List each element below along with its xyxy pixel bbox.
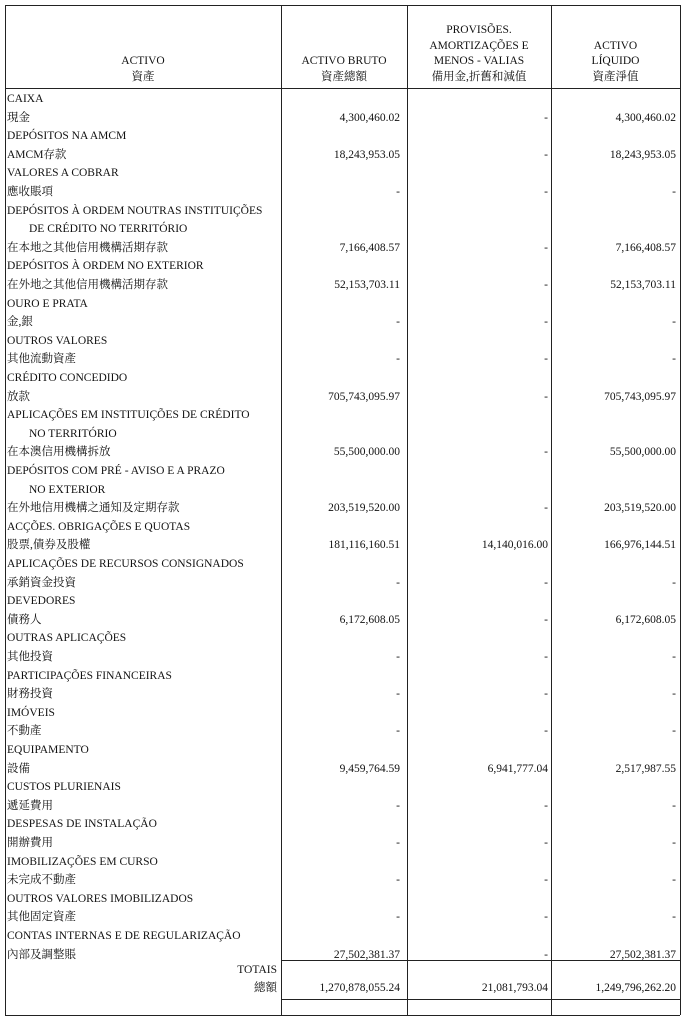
row-label: 金,銀 bbox=[7, 316, 33, 329]
row-activo-liquido: 55,500,000.00 bbox=[609, 446, 676, 459]
row-activo-bruto: - bbox=[396, 725, 400, 738]
row-label: EQUIPAMENTO bbox=[7, 744, 89, 756]
table-row bbox=[5, 127, 680, 146]
totals-divider bbox=[281, 960, 680, 961]
row-activo-bruto: 52,153,703.11 bbox=[334, 279, 400, 291]
totals-row-label bbox=[5, 961, 680, 980]
row-provisoes: 6,941,777.04 bbox=[487, 762, 548, 775]
row-label: CRÉDITO CONCEDIDO bbox=[7, 372, 128, 384]
header-activo-liquido bbox=[551, 5, 680, 89]
row-activo-bruto: - bbox=[396, 911, 400, 924]
header-provisoes bbox=[407, 5, 551, 89]
row-activo-liquido: - bbox=[672, 316, 676, 329]
table-row bbox=[5, 183, 680, 202]
header-activo-bruto bbox=[281, 5, 407, 89]
row-label: OUTROS VALORES bbox=[7, 334, 108, 347]
row-label: DEPÓSITOS COM PRÉ - AVISO E A PRAZO bbox=[7, 465, 225, 477]
row-provisoes: - bbox=[544, 241, 548, 254]
table-row bbox=[5, 164, 680, 183]
table-row bbox=[5, 443, 680, 462]
row-provisoes: - bbox=[544, 725, 548, 738]
row-label: CONTAS INTERNAS E DE REGULARIZAÇÃO bbox=[7, 930, 241, 942]
column-divider-3 bbox=[551, 5, 552, 1015]
row-activo-bruto: 18,243,953.05 bbox=[333, 148, 400, 161]
row-label: PARTICIPAÇÕES FINANCEIRAS bbox=[7, 669, 172, 682]
table-row bbox=[5, 815, 680, 834]
row-activo-liquido: 6,172,608.05 bbox=[615, 613, 676, 626]
header-prov-line3: MENOS - VALIAS bbox=[433, 55, 525, 67]
table-row bbox=[5, 406, 680, 425]
row-label: 內部及調整賬 bbox=[7, 948, 76, 961]
row-provisoes: - bbox=[544, 613, 548, 626]
table-row bbox=[5, 592, 680, 611]
row-provisoes: - bbox=[544, 799, 548, 812]
header-activo bbox=[5, 5, 281, 89]
row-activo-bruto: 27,502,381.37 bbox=[333, 948, 400, 961]
border-right bbox=[680, 5, 681, 1015]
totals-label-cn: 總額 bbox=[254, 982, 277, 994]
border-bottom bbox=[5, 1015, 680, 1016]
row-activo-liquido: 52,153,703.11 bbox=[610, 279, 676, 291]
table-row bbox=[5, 611, 680, 630]
row-label: 應收賬項 bbox=[7, 186, 53, 198]
row-label: DEVEDORES bbox=[7, 595, 76, 608]
row-provisoes: - bbox=[544, 651, 548, 663]
header-activo-cn: 資產 bbox=[131, 70, 155, 83]
row-provisoes: - bbox=[544, 390, 548, 403]
row-provisoes: - bbox=[544, 688, 548, 701]
row-label: CAIXA bbox=[7, 93, 44, 105]
row-label: 在本地之其他信用機構活期存款 bbox=[7, 241, 168, 254]
row-activo-bruto: 705,743,095.97 bbox=[328, 390, 400, 403]
table-row bbox=[5, 667, 680, 686]
row-activo-bruto: - bbox=[396, 316, 400, 329]
table-row bbox=[5, 369, 680, 388]
row-activo-liquido: - bbox=[672, 576, 676, 589]
header-bruto-cn: 資產總額 bbox=[321, 70, 367, 83]
row-activo-bruto: 9,459,764.59 bbox=[339, 762, 400, 775]
header-prov-line1: PROVISÕES. bbox=[446, 24, 512, 36]
row-label: 放款 bbox=[7, 390, 30, 403]
row-label: VALORES A COBRAR bbox=[7, 167, 119, 180]
row-label: 開辦費用 bbox=[7, 837, 53, 849]
table-row bbox=[5, 462, 680, 481]
row-label: 現金 bbox=[7, 111, 30, 124]
totals-row bbox=[5, 979, 680, 998]
row-activo-liquido: - bbox=[672, 911, 676, 924]
totals-label: TOTAIS bbox=[237, 964, 277, 976]
header-liquido-cn: 資產淨值 bbox=[592, 70, 639, 83]
row-label: AMCM存款 bbox=[7, 148, 67, 161]
table-row bbox=[5, 853, 680, 872]
row-activo-bruto: - bbox=[396, 837, 400, 849]
row-activo-bruto: - bbox=[396, 186, 400, 198]
row-activo-liquido: - bbox=[672, 186, 676, 198]
row-label: NO EXTERIOR bbox=[29, 483, 106, 496]
totals-underline bbox=[281, 999, 680, 1000]
row-activo-liquido: 2,517,987.55 bbox=[615, 762, 676, 775]
row-label: OUTRAS APLICAÇÕES bbox=[7, 632, 127, 645]
row-label: 股票,債券及股權 bbox=[7, 539, 91, 552]
table-row bbox=[5, 834, 680, 853]
row-label: 財務投資 bbox=[7, 688, 53, 701]
row-activo-bruto: - bbox=[396, 799, 400, 812]
row-label: 設備 bbox=[7, 762, 30, 775]
row-provisoes: - bbox=[544, 353, 548, 366]
row-activo-bruto: - bbox=[396, 688, 400, 701]
row-provisoes: 14,140,016.00 bbox=[481, 539, 548, 552]
header-prov-cn: 備用金,折舊和減值 bbox=[431, 70, 527, 83]
row-label: DE CRÉDITO NO TERRITÓRIO bbox=[29, 223, 188, 236]
column-divider-2 bbox=[407, 5, 408, 1015]
row-activo-liquido: 27,502,381.37 bbox=[609, 948, 676, 961]
header-bruto-pt: ACTIVO BRUTO bbox=[301, 55, 387, 67]
table-row bbox=[5, 295, 680, 314]
row-provisoes: - bbox=[544, 279, 548, 291]
row-activo-liquido: 4,300,460.02 bbox=[615, 111, 676, 124]
table-row bbox=[5, 146, 680, 165]
row-label: 其他固定資產 bbox=[7, 911, 76, 924]
totals-provisoes: 21,081,793.04 bbox=[481, 982, 548, 994]
row-activo-liquido: - bbox=[672, 651, 676, 663]
row-activo-bruto: - bbox=[396, 651, 400, 663]
row-label: 不動產 bbox=[7, 725, 42, 738]
row-label: 在外地信用機構之通知及定期存款 bbox=[7, 502, 180, 515]
row-activo-liquido: - bbox=[672, 353, 676, 366]
table-row bbox=[5, 722, 680, 741]
table-row bbox=[5, 239, 680, 258]
row-label: IMOBILIZAÇÕES EM CURSO bbox=[7, 855, 158, 868]
table-row bbox=[5, 257, 680, 276]
table-row bbox=[5, 629, 680, 648]
row-activo-liquido: 166,976,144.51 bbox=[604, 539, 676, 552]
row-provisoes: - bbox=[544, 186, 548, 198]
row-label: NO TERRITÓRIO bbox=[29, 427, 117, 440]
row-activo-liquido: 7,166,408.57 bbox=[615, 241, 676, 254]
row-provisoes: - bbox=[544, 576, 548, 589]
row-activo-bruto: 181,116,160.51 bbox=[328, 539, 400, 552]
row-label: 其他流動資產 bbox=[7, 353, 76, 366]
table-row bbox=[5, 518, 680, 537]
header-activo-pt: ACTIVO bbox=[121, 55, 165, 67]
table-row bbox=[5, 220, 680, 239]
table-row bbox=[5, 332, 680, 351]
row-activo-liquido: - bbox=[672, 725, 676, 738]
balance-sheet-table bbox=[5, 5, 680, 1015]
row-activo-liquido: - bbox=[672, 688, 676, 701]
totals-liquido: 1,249,796,262.20 bbox=[595, 982, 676, 994]
row-label: IMÓVEIS bbox=[7, 706, 55, 719]
row-activo-liquido: - bbox=[672, 874, 676, 887]
row-activo-liquido: 18,243,953.05 bbox=[609, 148, 676, 161]
row-activo-bruto: 4,300,460.02 bbox=[339, 111, 400, 124]
row-provisoes: - bbox=[544, 148, 548, 161]
totals-bruto: 1,270,878,055.24 bbox=[319, 982, 400, 994]
row-provisoes: - bbox=[544, 502, 548, 515]
table-row bbox=[5, 890, 680, 909]
row-label: 未完成不動產 bbox=[7, 874, 76, 887]
table-row bbox=[5, 388, 680, 407]
row-label: 在本澳信用機構拆放 bbox=[7, 446, 111, 459]
table-row bbox=[5, 350, 680, 369]
table-row bbox=[5, 871, 680, 890]
row-activo-bruto: 55,500,000.00 bbox=[333, 446, 400, 459]
row-provisoes: - bbox=[544, 911, 548, 924]
row-label: 在外地之其他信用機構活期存款 bbox=[7, 279, 168, 291]
table-row bbox=[5, 685, 680, 704]
row-provisoes: - bbox=[544, 837, 548, 849]
row-label: DESPESAS DE INSTALAÇÃO bbox=[7, 818, 157, 831]
row-label: 其他投資 bbox=[7, 651, 53, 663]
table-row bbox=[5, 313, 680, 332]
table-row bbox=[5, 536, 680, 555]
row-label: DEPÓSITOS À ORDEM NOUTRAS INSTITUIÇÕES bbox=[7, 204, 263, 217]
row-label: 遞延費用 bbox=[7, 799, 53, 812]
row-activo-liquido: 705,743,095.97 bbox=[604, 390, 676, 403]
row-provisoes: - bbox=[544, 111, 548, 124]
border-left bbox=[5, 5, 6, 1015]
header-prov-line2: AMORTIZAÇÕES E bbox=[429, 39, 529, 52]
table-row bbox=[5, 927, 680, 946]
row-label: CUSTOS PLURIENAIS bbox=[7, 781, 121, 794]
table-row bbox=[5, 90, 680, 109]
table-row bbox=[5, 648, 680, 667]
table-row bbox=[5, 760, 680, 779]
table-row bbox=[5, 574, 680, 593]
row-provisoes: - bbox=[544, 948, 548, 961]
row-provisoes: - bbox=[544, 446, 548, 459]
table-row bbox=[5, 704, 680, 723]
row-activo-liquido: - bbox=[672, 837, 676, 849]
row-activo-bruto: - bbox=[396, 874, 400, 887]
header-liquido-line2: LÍQUIDO bbox=[591, 55, 640, 67]
header-divider bbox=[5, 88, 680, 89]
row-activo-bruto: - bbox=[396, 353, 400, 366]
row-label: OUTROS VALORES IMOBILIZADOS bbox=[7, 892, 194, 905]
table-row bbox=[5, 555, 680, 574]
header-liquido-line1: ACTIVO bbox=[593, 39, 638, 52]
row-label: OURO E PRATA bbox=[7, 297, 88, 310]
table-row bbox=[5, 481, 680, 500]
row-provisoes: - bbox=[544, 874, 548, 887]
row-label: 承銷資金投資 bbox=[7, 576, 76, 589]
row-activo-liquido: 203,519,520.00 bbox=[604, 502, 676, 515]
column-divider-1 bbox=[281, 5, 282, 1015]
table-row bbox=[5, 425, 680, 444]
row-label: DEPÓSITOS NA AMCM bbox=[7, 130, 127, 143]
row-provisoes: - bbox=[544, 316, 548, 329]
row-activo-bruto: 7,166,408.57 bbox=[339, 241, 400, 254]
row-activo-liquido: - bbox=[672, 799, 676, 812]
row-label: APLICAÇÕES EM INSTITUIÇÕES DE CRÉDITO bbox=[7, 409, 250, 422]
row-activo-bruto: - bbox=[396, 576, 400, 589]
table-row bbox=[5, 276, 680, 295]
row-label: APLICAÇÕES DE RECURSOS CONSIGNADOS bbox=[7, 558, 244, 570]
row-label: ACÇÕES. OBRIGAÇÕES E QUOTAS bbox=[7, 520, 191, 533]
table-row bbox=[5, 797, 680, 816]
border-top bbox=[5, 5, 680, 6]
row-label: DEPÓSITOS À ORDEM NO EXTERIOR bbox=[7, 260, 204, 273]
table-row bbox=[5, 109, 680, 128]
row-activo-bruto: 203,519,520.00 bbox=[328, 502, 400, 515]
table-row bbox=[5, 741, 680, 760]
table-row bbox=[5, 499, 680, 518]
row-activo-bruto: 6,172,608.05 bbox=[339, 613, 400, 626]
table-row bbox=[5, 778, 680, 797]
table-row bbox=[5, 908, 680, 927]
row-label: 債務人 bbox=[7, 613, 42, 626]
table-row bbox=[5, 202, 680, 221]
